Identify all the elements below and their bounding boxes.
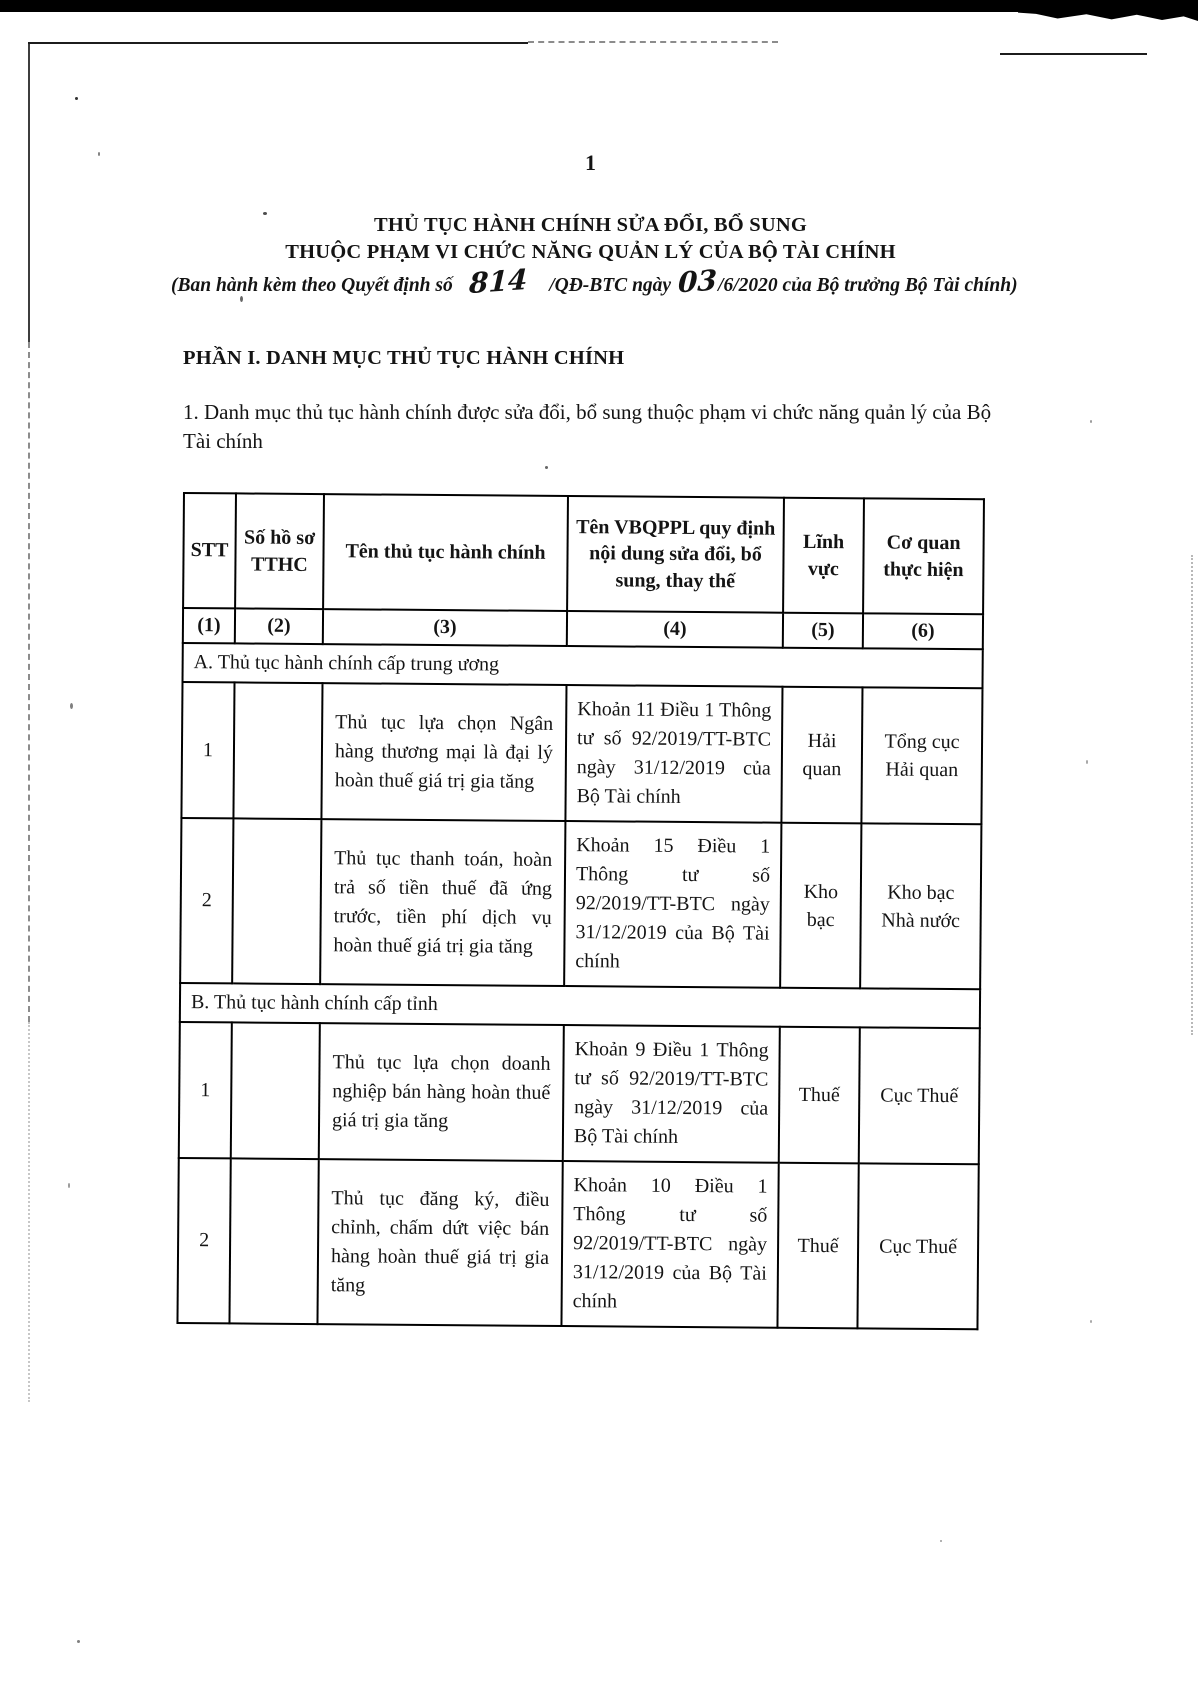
ink-speck bbox=[940, 1540, 942, 1542]
column-number: (2) bbox=[235, 609, 323, 645]
cell-ten-thu-tuc: Thủ tục lựa chọn Ngân hàng thương mại là đại lý hoàn thuế giá trị gia tăng bbox=[321, 683, 566, 821]
decision-note-prefix: (Ban hành kèm theo Quyết định số bbox=[171, 275, 453, 297]
section-a-row bbox=[183, 643, 983, 688]
col-header-co-quan: Cơ quan thực hiện bbox=[863, 498, 984, 614]
page-frame-top-line-faded bbox=[528, 41, 778, 43]
table-row bbox=[177, 1158, 978, 1329]
column-number: (5) bbox=[783, 613, 863, 649]
ink-speck bbox=[77, 1640, 80, 1643]
ink-speck bbox=[70, 703, 73, 709]
page-frame-right-line-sparse bbox=[1191, 555, 1193, 1035]
cell-so-ho-so bbox=[231, 1023, 320, 1160]
decision-note-suffix: /6/2020 của Bộ trưởng Bộ Tài chính) bbox=[718, 275, 1018, 297]
section-a-label: A. Thủ tục hành chính cấp trung ương bbox=[183, 643, 983, 688]
document-content bbox=[171, 150, 1018, 1324]
table-row bbox=[179, 1022, 980, 1164]
cell-ten-thu-tuc: Thủ tục lựa chọn doanh nghiệp bán hàng hoàn thuế giá trị gia tăng bbox=[319, 1023, 564, 1161]
ink-speck bbox=[98, 152, 100, 156]
cell-linh-vuc: Hải quan bbox=[781, 687, 862, 824]
page-number: 1 bbox=[585, 150, 596, 175]
cell-linh-vuc: Kho bạc bbox=[780, 823, 861, 989]
cell-so-ho-so bbox=[233, 683, 322, 820]
page-frame-top-line bbox=[28, 42, 528, 44]
cell-stt: 2 bbox=[180, 818, 233, 983]
document-title bbox=[183, 212, 998, 266]
cell-co-quan: Tổng cục Hải quan bbox=[861, 688, 982, 825]
handwritten-day: 03 bbox=[677, 263, 718, 300]
ink-speck bbox=[1090, 420, 1092, 423]
page-frame-top-right-line bbox=[1000, 53, 1147, 55]
col-header-ten-thu-tuc: Tên thủ tục hành chính bbox=[323, 494, 568, 611]
column-number: (1) bbox=[183, 608, 235, 643]
document-title-line-2: THUỘC PHẠM VI CHỨC NĂNG QUẢN LÝ CỦA BỘ TÀI CHÍNH bbox=[285, 241, 896, 264]
cell-stt: 1 bbox=[181, 682, 234, 818]
admin-procedures-table bbox=[176, 492, 985, 1330]
part-heading: PHẦN I. DANH MỤC THỦ TỤC HÀNH CHÍNH bbox=[183, 347, 625, 370]
handwritten-decision-number: 814 bbox=[468, 262, 528, 301]
cell-so-ho-so bbox=[229, 1159, 318, 1325]
cell-linh-vuc: Thuế bbox=[779, 1027, 860, 1164]
cell-linh-vuc: Thuế bbox=[777, 1163, 858, 1329]
decision-note-middle: /QĐ-BTC ngày bbox=[549, 275, 672, 297]
ink-speck bbox=[1090, 1320, 1092, 1323]
cell-stt: 2 bbox=[177, 1158, 230, 1323]
col-header-so-ho-so: Số hồ sơ TTHC bbox=[235, 493, 324, 609]
ink-speck bbox=[68, 1183, 70, 1188]
section-b-label: B. Thủ tục hành chính cấp tỉnh bbox=[180, 983, 980, 1028]
cell-vbqppl: Khoản 10 Điều 1 Thông tư số 92/2019/TT-BTC ngày 31/12/2019 của Bộ Tài chính bbox=[561, 1161, 778, 1328]
page-frame-left-line bbox=[28, 42, 30, 342]
cell-co-quan: Kho bạc Nhà nước bbox=[860, 824, 981, 990]
table-row bbox=[180, 818, 981, 989]
col-header-linh-vuc: Lĩnh vực bbox=[783, 498, 864, 614]
cell-so-ho-so bbox=[232, 819, 321, 985]
cell-ten-thu-tuc: Thủ tục đăng ký, điều chỉnh, chấm dứt việc bán hàng hoàn thuế giá trị gia tăng bbox=[317, 1159, 562, 1326]
ink-speck bbox=[75, 97, 78, 100]
cell-vbqppl: Khoản 11 Điều 1 Thông tư số 92/2019/TT-BTC ngày 31/12/2019 của Bộ Tài chính bbox=[565, 685, 782, 823]
table-header-row bbox=[183, 493, 984, 614]
column-number: (6) bbox=[863, 614, 983, 650]
column-number: (3) bbox=[323, 609, 567, 646]
column-number: (4) bbox=[567, 611, 783, 648]
cell-co-quan: Cục Thuế bbox=[859, 1028, 980, 1165]
table-row bbox=[181, 682, 982, 824]
cell-stt: 1 bbox=[179, 1022, 232, 1158]
page-frame-left-line-faded bbox=[28, 342, 30, 1022]
cell-vbqppl: Khoản 9 Điều 1 Thông tư số 92/2019/TT-BTC ngày 31/12/2019 của Bộ Tài chính bbox=[563, 1025, 780, 1163]
cell-ten-thu-tuc: Thủ tục thanh toán, hoàn trả số tiền thuế đã ứng trước, tiền phí dịch vụ hoàn thuế giá trị gia tăng bbox=[320, 819, 565, 986]
decision-note bbox=[171, 262, 1018, 301]
section-b-row bbox=[180, 983, 980, 1028]
col-header-stt: STT bbox=[183, 493, 236, 609]
intro-paragraph: 1. Danh mục thủ tục hành chính được sửa đổi, bổ sung thuộc phạm vi chức năng quản lý của Bộ Tài chính bbox=[183, 400, 992, 454]
col-header-vbqppl: Tên VBQPPL quy định nội dung sửa đổi, bổ sung, thay thế bbox=[567, 496, 784, 613]
cell-co-quan: Cục Thuế bbox=[857, 1164, 978, 1330]
scan-artifact-top-right-bar bbox=[1018, 0, 1198, 21]
cell-vbqppl: Khoản 15 Điều 1 Thông tư số 92/2019/TT-BTC ngày 31/12/2019 của Bộ Tài chính bbox=[564, 821, 781, 988]
document-title-line-1: THỦ TỤC HÀNH CHÍNH SỬA ĐỔI, BỔ SUNG bbox=[373, 214, 807, 236]
page-frame-left-line-sparse bbox=[28, 1022, 30, 1402]
ink-speck bbox=[1086, 760, 1088, 764]
